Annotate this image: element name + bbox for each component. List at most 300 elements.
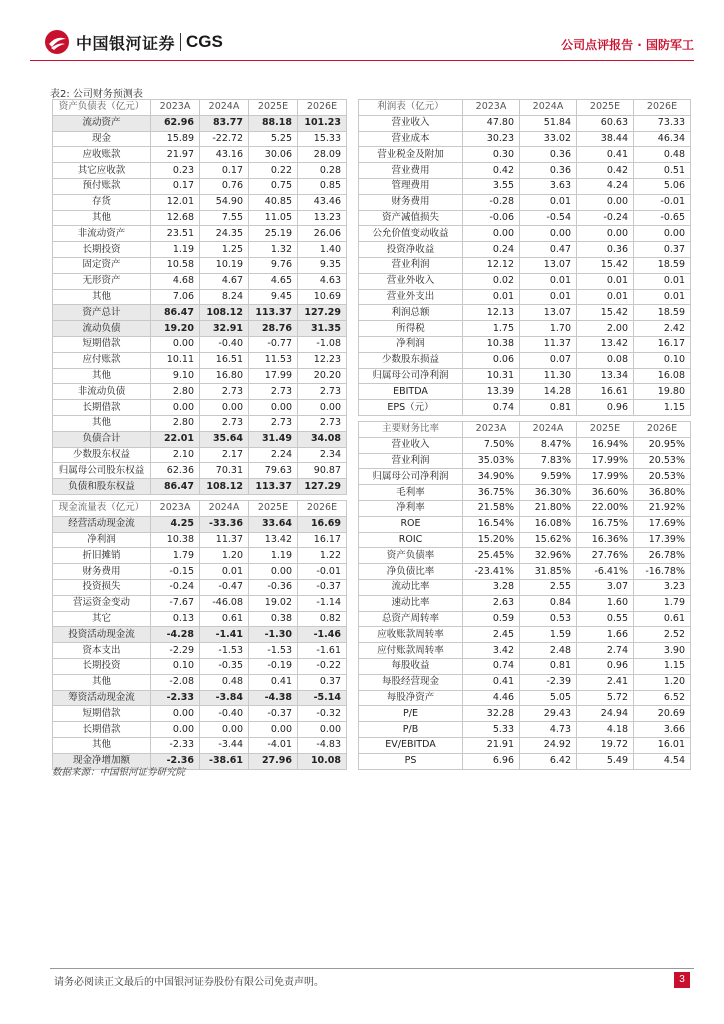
year-header: 2024A (200, 100, 249, 116)
row-label: 负债和股东权益 (53, 479, 151, 495)
row-value: 16.51 (200, 352, 249, 368)
table-row (53, 210, 347, 226)
row-value: 4.24 (577, 178, 634, 194)
row-value: 30.06 (249, 147, 298, 163)
row-value: -1.30 (249, 627, 298, 643)
row-value: 36.80% (634, 485, 691, 501)
row-value: 20.95% (634, 437, 691, 453)
table-title: 资产负债表（亿元） (53, 100, 151, 116)
table-caption: 表2: 公司财务预测表 (50, 89, 143, 100)
table-row (53, 115, 347, 131)
row-value: 0.23 (151, 163, 200, 179)
row-value: 0.81 (520, 400, 577, 416)
row-value: 108.12 (200, 305, 249, 321)
row-value: 43.46 (298, 194, 347, 210)
row-value: 5.33 (463, 722, 520, 738)
row-value: 0.47 (520, 242, 577, 258)
table-row (53, 722, 347, 738)
row-value: -0.37 (298, 579, 347, 595)
table-row (53, 336, 347, 352)
row-label: 归属母公司净利润 (359, 368, 463, 384)
row-label: P/B (359, 722, 463, 738)
row-value: 0.00 (151, 400, 200, 416)
row-value: 12.01 (151, 194, 200, 210)
row-label: 长期借款 (53, 722, 151, 738)
row-value: 18.59 (634, 257, 691, 273)
row-label: ROIC (359, 532, 463, 548)
table-row (359, 384, 691, 400)
table-row (359, 485, 691, 501)
row-value: 127.29 (298, 479, 347, 495)
table-header-row (53, 501, 347, 517)
row-value: 0.01 (634, 289, 691, 305)
row-value: -1.61 (298, 643, 347, 659)
row-value: 15.33 (298, 131, 347, 147)
table-title: 现金流量表（亿元） (53, 501, 151, 517)
table-row (359, 532, 691, 548)
row-value: 70.31 (200, 463, 249, 479)
row-label: 公允价值变动收益 (359, 226, 463, 242)
page-number: 3 (674, 972, 690, 988)
row-label: 现金 (53, 131, 151, 147)
row-value: 10.38 (463, 336, 520, 352)
row-value: 28.09 (298, 147, 347, 163)
row-value: 33.64 (249, 516, 298, 532)
table-row (359, 690, 691, 706)
table-row (359, 674, 691, 690)
row-label: 营业成本 (359, 131, 463, 147)
row-label: 投资净收益 (359, 242, 463, 258)
year-header: 2026E (634, 100, 691, 116)
cash-flow-table (52, 500, 347, 770)
row-value: 86.47 (151, 305, 200, 321)
brand-name-cn: 中国银河证券 (76, 33, 176, 53)
row-value: 34.08 (298, 431, 347, 447)
table-row (53, 737, 347, 753)
row-value: 108.12 (200, 479, 249, 495)
brand-separator (180, 33, 181, 51)
row-label: 资产总计 (53, 305, 151, 321)
row-value: 8.47% (520, 437, 577, 453)
row-value: 0.00 (634, 226, 691, 242)
row-value: 31.35 (298, 321, 347, 337)
row-label: 应收账款 (53, 147, 151, 163)
row-value: 27.76% (577, 548, 634, 564)
row-value: 0.17 (200, 163, 249, 179)
row-value: 4.54 (634, 753, 691, 769)
table-row (53, 627, 347, 643)
row-value: 1.20 (200, 548, 249, 564)
row-value: 38.44 (577, 131, 634, 147)
row-value: 10.38 (151, 532, 200, 548)
table-row (53, 257, 347, 273)
row-label: 筹资活动现金流 (53, 690, 151, 706)
row-value: 3.07 (577, 579, 634, 595)
row-value: -0.01 (634, 194, 691, 210)
row-value: 2.73 (249, 415, 298, 431)
row-value: 7.50% (463, 437, 520, 453)
row-value: -0.22 (298, 658, 347, 674)
row-label: 资产负债率 (359, 548, 463, 564)
table-header-row (359, 422, 691, 438)
row-label: 归属母公司股东权益 (53, 463, 151, 479)
disclaimer: 请务必阅读正文最后的中国银河证券股份有限公司免责声明。 (54, 977, 324, 988)
row-label: 营业收入 (359, 437, 463, 453)
row-value: 1.15 (634, 658, 691, 674)
row-label: PS (359, 753, 463, 769)
table-row (359, 516, 691, 532)
row-value: -3.84 (200, 690, 249, 706)
row-value: 11.53 (249, 352, 298, 368)
row-value: 0.01 (200, 564, 249, 580)
row-label: 预付账款 (53, 178, 151, 194)
row-value: -0.24 (151, 579, 200, 595)
row-value: 0.00 (249, 400, 298, 416)
row-value: 2.34 (298, 447, 347, 463)
row-value: 2.80 (151, 415, 200, 431)
row-value: 18.59 (634, 305, 691, 321)
row-value: 0.36 (577, 242, 634, 258)
table-title: 利润表（亿元） (359, 100, 463, 116)
row-label: 非流动负债 (53, 384, 151, 400)
row-value: 9.35 (298, 257, 347, 273)
row-value: 17.99 (249, 368, 298, 384)
row-value: 0.13 (151, 611, 200, 627)
row-label: 无形资产 (53, 273, 151, 289)
financial-ratios-table (358, 421, 691, 770)
row-value: 16.75% (577, 516, 634, 532)
row-value: 113.37 (249, 479, 298, 495)
row-value: 0.38 (249, 611, 298, 627)
row-value: 7.06 (151, 289, 200, 305)
row-value: 13.39 (463, 384, 520, 400)
row-value: 14.28 (520, 384, 577, 400)
row-value: 0.00 (298, 722, 347, 738)
row-value: 15.62% (520, 532, 577, 548)
row-value: -6.41% (577, 564, 634, 580)
row-value: 2.24 (249, 447, 298, 463)
year-header: 2023A (463, 100, 520, 116)
row-label: P/E (359, 706, 463, 722)
row-value: 3.28 (463, 579, 520, 595)
row-value: -1.14 (298, 595, 347, 611)
table-row (359, 548, 691, 564)
row-label: 总资产周转率 (359, 611, 463, 627)
row-value: 7.83% (520, 453, 577, 469)
income-statement-table (358, 99, 691, 416)
row-value: 21.80% (520, 500, 577, 516)
row-value: 19.20 (151, 321, 200, 337)
row-value: 22.00% (577, 500, 634, 516)
table-row (53, 579, 347, 595)
table-row (359, 564, 691, 580)
row-value: 4.46 (463, 690, 520, 706)
row-value: 6.42 (520, 753, 577, 769)
row-label: 少数股东损益 (359, 352, 463, 368)
row-value: 5.05 (520, 690, 577, 706)
row-value: 83.77 (200, 115, 249, 131)
row-value: -0.32 (298, 706, 347, 722)
year-header: 2023A (151, 100, 200, 116)
row-value: 0.00 (200, 400, 249, 416)
table-row (53, 226, 347, 242)
table-row (53, 516, 347, 532)
row-value: 4.25 (151, 516, 200, 532)
row-value: 16.94% (577, 437, 634, 453)
year-header: 2025E (577, 100, 634, 116)
table-row (359, 453, 691, 469)
row-value: 1.19 (151, 242, 200, 258)
row-value: 0.00 (200, 722, 249, 738)
year-header: 2025E (249, 501, 298, 517)
row-value: 9.76 (249, 257, 298, 273)
row-value: 2.73 (298, 384, 347, 400)
row-value: 0.42 (463, 163, 520, 179)
row-value: 0.36 (520, 163, 577, 179)
row-value: 20.20 (298, 368, 347, 384)
row-label: EBITDA (359, 384, 463, 400)
row-label: 毛利率 (359, 485, 463, 501)
row-label: 长期借款 (53, 400, 151, 416)
year-header: 2024A (520, 100, 577, 116)
row-value: 2.74 (577, 643, 634, 659)
row-value: 32.91 (200, 321, 249, 337)
row-value: -4.38 (249, 690, 298, 706)
row-value: -0.35 (200, 658, 249, 674)
row-value: -1.53 (249, 643, 298, 659)
row-value: 10.31 (463, 368, 520, 384)
row-label: 管理费用 (359, 178, 463, 194)
row-value: 0.74 (463, 658, 520, 674)
row-label: 所得税 (359, 321, 463, 337)
report-type: 公司点评报告 · 国防军工 (561, 38, 694, 52)
row-label: 折旧摊销 (53, 548, 151, 564)
year-header: 2026E (298, 501, 347, 517)
row-value: 15.20% (463, 532, 520, 548)
row-value: 0.00 (151, 722, 200, 738)
row-value: 62.96 (151, 115, 200, 131)
row-value: 2.73 (298, 415, 347, 431)
row-label: 净利润 (53, 532, 151, 548)
table-row (53, 674, 347, 690)
brand-logo (44, 28, 223, 56)
row-value: -0.06 (463, 210, 520, 226)
row-value: 36.60% (577, 485, 634, 501)
row-value: -4.28 (151, 627, 200, 643)
row-value: -46.08 (200, 595, 249, 611)
row-value: 24.94 (577, 706, 634, 722)
row-value: 35.64 (200, 431, 249, 447)
row-value: -0.37 (249, 706, 298, 722)
row-value: 12.12 (463, 257, 520, 273)
row-value: -0.01 (298, 564, 347, 580)
row-value: 5.25 (249, 131, 298, 147)
row-value: 11.37 (520, 336, 577, 352)
row-value: -16.78% (634, 564, 691, 580)
row-value: 10.19 (200, 257, 249, 273)
table-row (359, 321, 691, 337)
row-value: 3.55 (463, 178, 520, 194)
row-value: 8.24 (200, 289, 249, 305)
row-value: 1.20 (634, 674, 691, 690)
row-value: 0.36 (520, 147, 577, 163)
row-value: 0.51 (634, 163, 691, 179)
row-label: 短期借款 (53, 336, 151, 352)
row-value: 13.34 (577, 368, 634, 384)
row-value: 29.43 (520, 706, 577, 722)
row-value: 19.80 (634, 384, 691, 400)
row-value: 16.01 (634, 737, 691, 753)
row-value: 0.00 (463, 226, 520, 242)
row-value: 4.63 (298, 273, 347, 289)
row-value: 0.00 (151, 336, 200, 352)
row-value: 0.84 (520, 595, 577, 611)
table-row (53, 305, 347, 321)
row-value: 127.29 (298, 305, 347, 321)
row-value: 33.02 (520, 131, 577, 147)
row-value: 2.00 (577, 321, 634, 337)
row-label: 归属母公司净利润 (359, 469, 463, 485)
row-value: -1.08 (298, 336, 347, 352)
row-value: 3.90 (634, 643, 691, 659)
table-row (53, 548, 347, 564)
row-value: 34.90% (463, 469, 520, 485)
table-row (359, 352, 691, 368)
row-value: 16.08 (634, 368, 691, 384)
row-value: 1.75 (463, 321, 520, 337)
table-row (53, 273, 347, 289)
table-row (53, 131, 347, 147)
row-label: 经营活动现金流 (53, 516, 151, 532)
row-value: -2.36 (151, 753, 200, 769)
row-value: -1.53 (200, 643, 249, 659)
row-label: 净负债比率 (359, 564, 463, 580)
row-label: 应付账款周转率 (359, 643, 463, 659)
row-value: 0.01 (520, 273, 577, 289)
row-value: 0.00 (520, 226, 577, 242)
row-value: -23.41% (463, 564, 520, 580)
row-label: 长期投资 (53, 658, 151, 674)
table-header-row (359, 100, 691, 116)
table-row (53, 658, 347, 674)
row-value: 21.92% (634, 500, 691, 516)
row-value: 0.00 (577, 194, 634, 210)
row-label: EV/EBITDA (359, 737, 463, 753)
table-row (53, 611, 347, 627)
row-value: 0.17 (151, 178, 200, 194)
row-value: 0.48 (200, 674, 249, 690)
row-value: -2.33 (151, 737, 200, 753)
row-value: 0.48 (634, 147, 691, 163)
table-row (359, 289, 691, 305)
table-row (53, 479, 347, 495)
row-value: 0.01 (520, 194, 577, 210)
row-value: -5.14 (298, 690, 347, 706)
table-row (359, 658, 691, 674)
row-label: 净利率 (359, 500, 463, 516)
row-label: 其他 (53, 368, 151, 384)
year-header: 2026E (298, 100, 347, 116)
row-value: -1.46 (298, 627, 347, 643)
row-value: -4.01 (249, 737, 298, 753)
row-value: 0.81 (520, 658, 577, 674)
row-value: 1.15 (634, 400, 691, 416)
row-value: 15.89 (151, 131, 200, 147)
row-value: 73.33 (634, 115, 691, 131)
row-value: 5.72 (577, 690, 634, 706)
data-source: 数据来源：中国银河证券研究院 (52, 767, 186, 778)
row-value: 36.75% (463, 485, 520, 501)
row-value: 0.24 (463, 242, 520, 258)
table-row (359, 469, 691, 485)
row-value: 17.99% (577, 453, 634, 469)
table-row (53, 564, 347, 580)
row-value: 0.76 (200, 178, 249, 194)
table-row (359, 722, 691, 738)
row-value: 0.10 (151, 658, 200, 674)
row-value: 54.90 (200, 194, 249, 210)
row-value: 16.61 (577, 384, 634, 400)
row-value: 1.60 (577, 595, 634, 611)
row-value: 13.23 (298, 210, 347, 226)
row-label: 其它应收款 (53, 163, 151, 179)
row-value: 16.17 (634, 336, 691, 352)
row-value: 0.75 (249, 178, 298, 194)
balance-sheet-table (52, 99, 347, 495)
table-row (359, 627, 691, 643)
row-value: 21.91 (463, 737, 520, 753)
row-value: 0.06 (463, 352, 520, 368)
row-value: 1.25 (200, 242, 249, 258)
row-value: 0.00 (249, 564, 298, 580)
row-value: 9.45 (249, 289, 298, 305)
row-value: 15.42 (577, 257, 634, 273)
row-label: 每股净资产 (359, 690, 463, 706)
table-row (359, 226, 691, 242)
row-value: 2.52 (634, 627, 691, 643)
row-value: 16.54% (463, 516, 520, 532)
row-value: 4.68 (151, 273, 200, 289)
row-label: 每股经营现金 (359, 674, 463, 690)
table-row (359, 737, 691, 753)
row-label: 营业利润 (359, 257, 463, 273)
row-value: 1.70 (520, 321, 577, 337)
table-row (359, 437, 691, 453)
row-value: 23.51 (151, 226, 200, 242)
year-header: 2025E (249, 100, 298, 116)
table-row (359, 336, 691, 352)
row-value: 11.30 (520, 368, 577, 384)
row-value: -1.41 (200, 627, 249, 643)
row-value: -0.15 (151, 564, 200, 580)
row-value: 0.01 (463, 289, 520, 305)
row-value: 21.97 (151, 147, 200, 163)
row-value: 0.61 (634, 611, 691, 627)
row-value: -22.72 (200, 131, 249, 147)
row-label: 净利润 (359, 336, 463, 352)
row-label: 营业利润 (359, 453, 463, 469)
row-value: 60.63 (577, 115, 634, 131)
row-value: 10.58 (151, 257, 200, 273)
row-value: 4.65 (249, 273, 298, 289)
row-value: 0.00 (249, 722, 298, 738)
row-value: 20.53% (634, 453, 691, 469)
row-value: 16.36% (577, 532, 634, 548)
row-value: 0.41 (577, 147, 634, 163)
row-value: 0.37 (298, 674, 347, 690)
header-divider (30, 60, 694, 61)
table-row (359, 595, 691, 611)
